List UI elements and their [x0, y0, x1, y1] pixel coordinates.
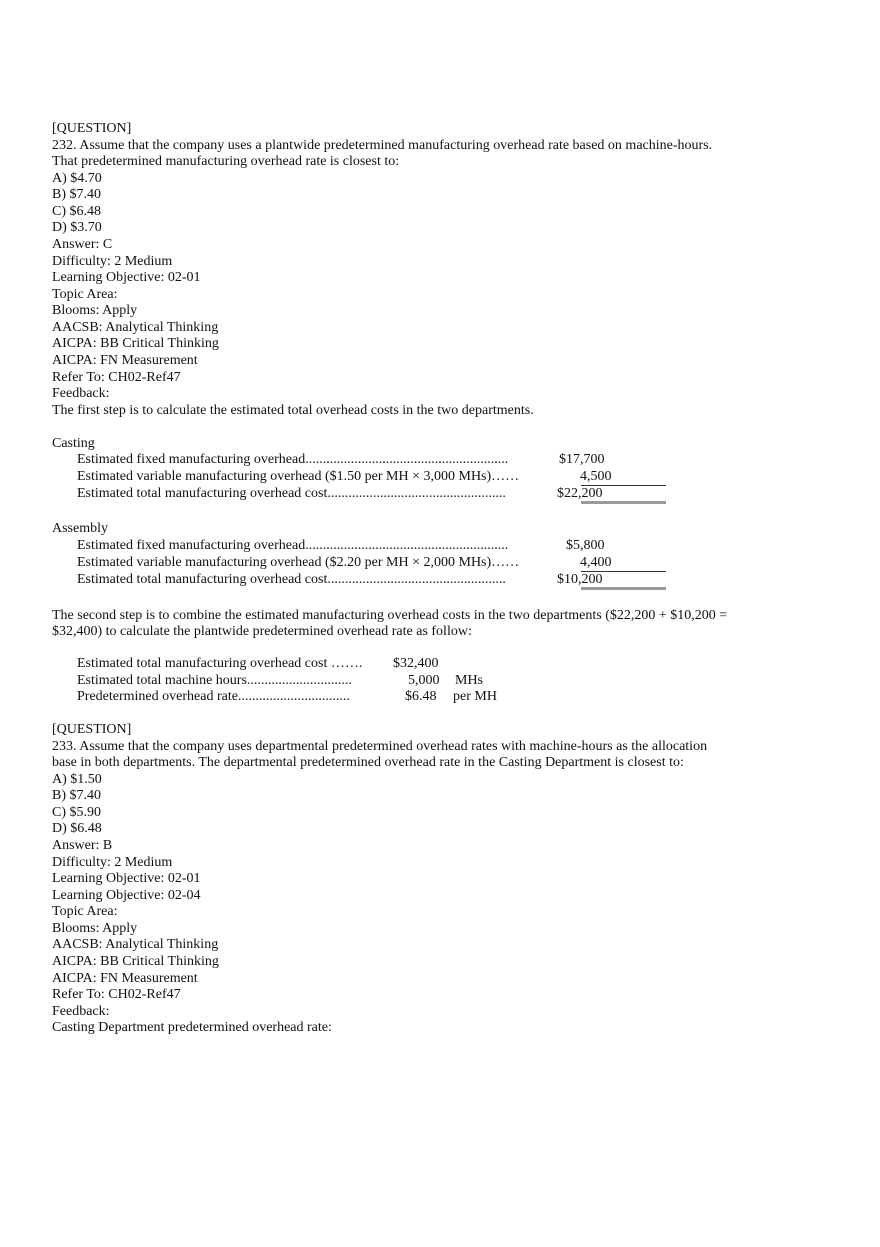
rate-hours-value: 5,000: [408, 673, 440, 688]
question-stem: 232. Assume that the company uses a plantwide predetermined manufacturing overhead rate based on machine-hours.: [52, 138, 713, 153]
assembly-fixed-label: Estimated fixed manufacturing overhead..........................................................: [77, 538, 509, 553]
meta-line: Topic Area:: [52, 287, 118, 302]
assembly-variable-value: 4,400: [580, 555, 612, 570]
rate-result-label: Predetermined overhead rate................................: [77, 689, 350, 704]
assembly-total-label: Estimated total manufacturing overhead cost...................................................: [77, 572, 506, 587]
question-tag: [QUESTION]: [52, 121, 132, 136]
meta-line: AACSB: Analytical Thinking: [52, 320, 219, 335]
meta-line: Difficulty: 2 Medium: [52, 254, 173, 269]
meta-line: Blooms: Apply: [52, 303, 138, 318]
total-double-rule: [581, 501, 666, 504]
meta-line: Feedback:: [52, 1004, 110, 1019]
answer-option: C) $6.48: [52, 204, 101, 219]
answer-option: A) $4.70: [52, 171, 102, 186]
answer-option: B) $7.40: [52, 788, 101, 803]
meta-line: AICPA: FN Measurement: [52, 353, 198, 368]
question-stem: base in both departments. The departmental predetermined overhead rate in the Casting Department is closest to:: [52, 755, 684, 770]
assembly-total-value: $10,200: [557, 572, 603, 587]
assembly-heading: Assembly: [52, 521, 108, 536]
meta-line: AICPA: FN Measurement: [52, 971, 198, 986]
answer-option: A) $1.50: [52, 772, 102, 787]
feedback-text: Casting Department predetermined overhead rate:: [52, 1020, 332, 1035]
answer-key: Answer: B: [52, 838, 113, 853]
total-double-rule: [581, 587, 666, 590]
question-tag: [QUESTION]: [52, 722, 132, 737]
meta-line: Blooms: Apply: [52, 921, 138, 936]
meta-line: Learning Objective: 02-01: [52, 270, 201, 285]
meta-line: Learning Objective: 02-04: [52, 888, 201, 903]
rate-cost-label: Estimated total manufacturing overhead cost …….: [77, 656, 363, 671]
rate-hours-unit: MHs: [455, 673, 484, 688]
answer-option: D) $3.70: [52, 220, 102, 235]
meta-line: AICPA: BB Critical Thinking: [52, 954, 219, 969]
casting-total-value: $22,200: [557, 486, 603, 501]
feedback-text: The second step is to combine the estimated manufacturing overhead costs in the two departments ($22,200 + $10,200 =: [52, 608, 728, 623]
meta-line: AACSB: Analytical Thinking: [52, 937, 219, 952]
casting-fixed-value: $17,700: [559, 452, 605, 467]
assembly-variable-label: Estimated variable manufacturing overhead ($2.20 per MH × 2,000 MHs)……: [77, 555, 520, 570]
meta-line: Difficulty: 2 Medium: [52, 855, 173, 870]
meta-line: Learning Objective: 02-01: [52, 871, 201, 886]
meta-line: Refer To: CH02-Ref47: [52, 987, 181, 1002]
casting-variable-label: Estimated variable manufacturing overhead ($1.50 per MH × 3,000 MHs)……: [77, 469, 520, 484]
answer-option: D) $6.48: [52, 821, 102, 836]
rate-hours-label: Estimated total machine hours..............................: [77, 673, 352, 688]
meta-line: Refer To: CH02-Ref47: [52, 370, 181, 385]
casting-fixed-label: Estimated fixed manufacturing overhead..........................................................: [77, 452, 509, 467]
feedback-text: $32,400) to calculate the plantwide predetermined overhead rate as follow:: [52, 624, 472, 639]
rate-result-unit: per MH: [453, 689, 497, 704]
casting-total-label: Estimated total manufacturing overhead cost...................................................: [77, 486, 506, 501]
answer-key: Answer: C: [52, 237, 113, 252]
feedback-text: The first step is to calculate the estimated total overhead costs in the two departments.: [52, 403, 534, 418]
question-stem: That predetermined manufacturing overhead rate is closest to:: [52, 154, 400, 169]
rate-cost-value: $32,400: [393, 656, 439, 671]
casting-variable-value: 4,500: [580, 469, 612, 484]
casting-heading: Casting: [52, 436, 95, 451]
meta-line: Topic Area:: [52, 904, 118, 919]
rate-result-value: $6.48: [405, 689, 437, 704]
answer-option: B) $7.40: [52, 187, 101, 202]
assembly-fixed-value: $5,800: [566, 538, 605, 553]
meta-line: AICPA: BB Critical Thinking: [52, 336, 219, 351]
question-stem: 233. Assume that the company uses departmental predetermined overhead rates with machine-hours as the allocation: [52, 739, 708, 754]
answer-option: C) $5.90: [52, 805, 101, 820]
meta-line: Feedback:: [52, 386, 110, 401]
